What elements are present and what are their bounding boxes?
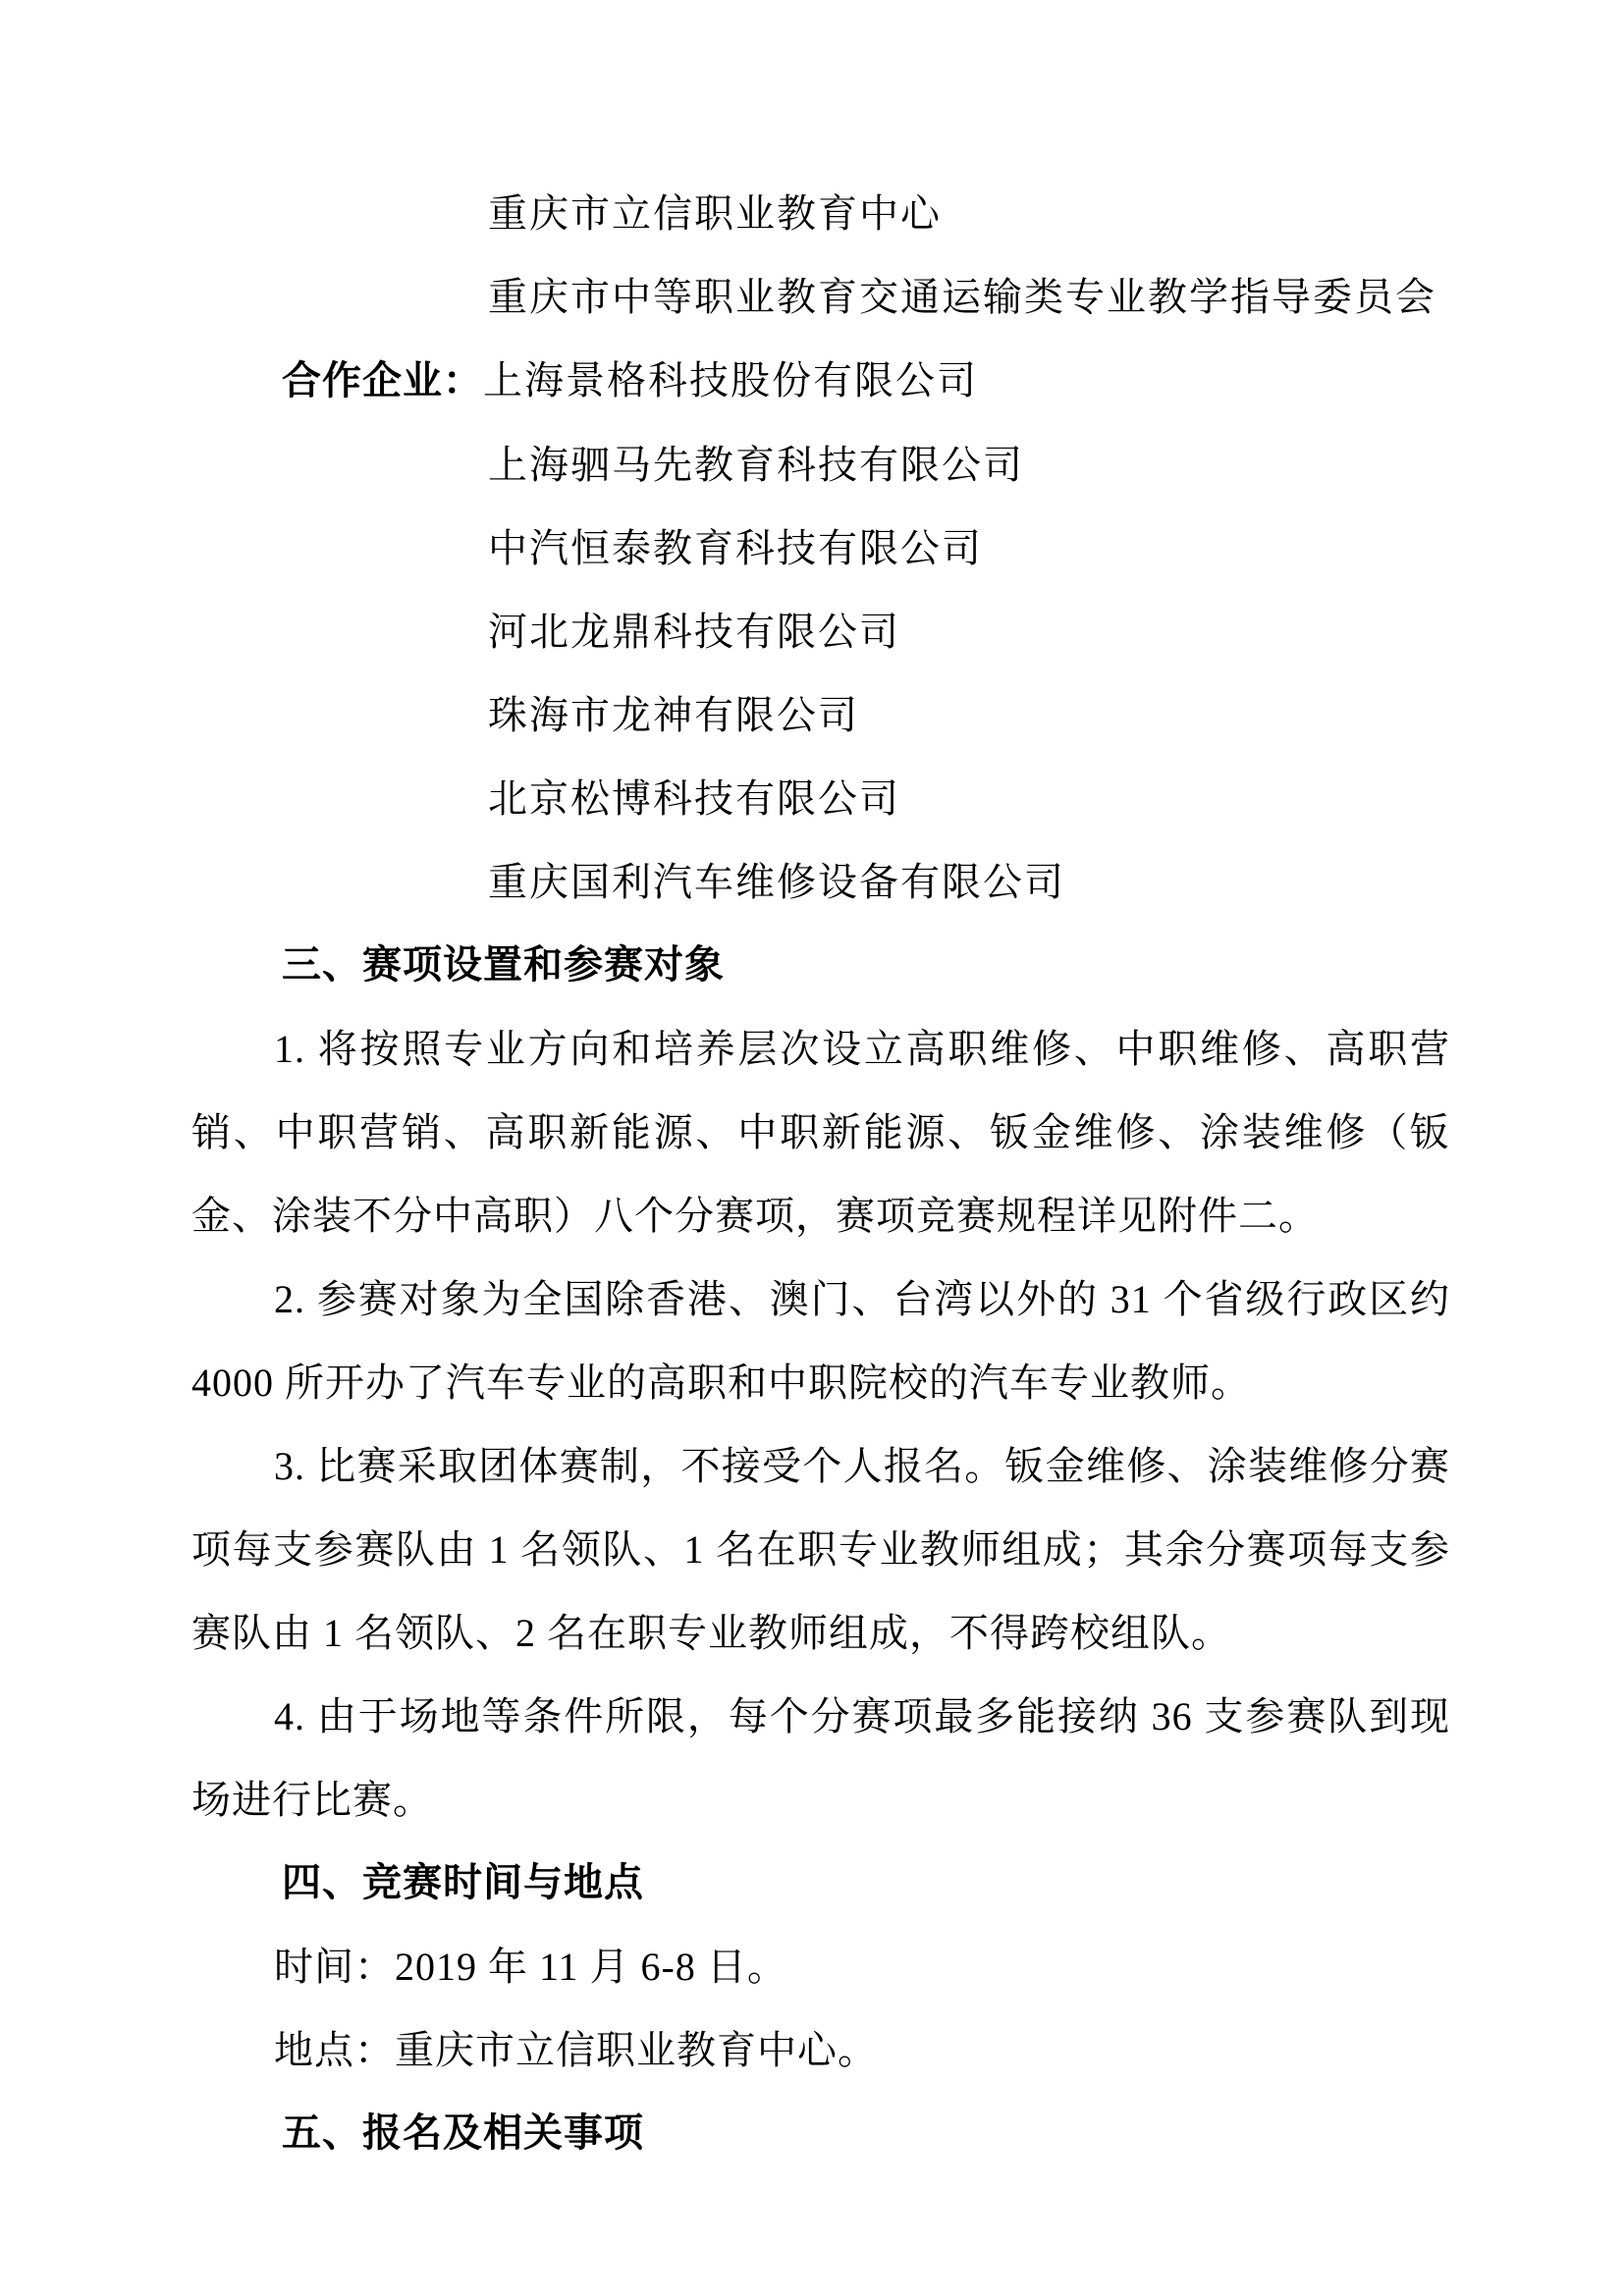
cooperating-enterprises-label: 合作企业：	[282, 359, 483, 402]
document-body	[191, 172, 1450, 2175]
section-five-heading: 五、报名及相关事项	[282, 2111, 644, 2155]
location-line: 地点：重庆市立信职业教育中心。	[274, 2028, 878, 2072]
time-line: 时间：2019 年 11 月 6-8 日。	[274, 1945, 787, 1989]
paragraph-3: 3. 比赛采取团体赛制，不接受个人报名。钣金维修、涂装维修分赛项每支参赛队由 1 名领队、1 名在职专业教师组成；其余分赛项每支参赛队由 1 名领队、2 名在职专业教师组成，不得跨校组队。	[191, 1444, 1450, 1655]
host-list-item: 重庆市立信职业教育中心	[488, 191, 942, 236]
paragraph-2: 2. 参赛对象为全国除香港、澳门、台湾以外的 31 个省级行政区约 4000 所开办了汽车专业的高职和中职院校的汽车专业教师。	[191, 1277, 1450, 1405]
paragraph-1: 1. 将按照专业方向和培养层次设立高职维修、中职维修、高职营销、中职营销、高职新能源、中职新能源、钣金维修、涂装维修（钣金、涂装不分中高职）八个分赛项，赛项竞赛规程详见附件二。	[191, 1027, 1450, 1238]
company-list-item: 珠海市龙神有限公司	[488, 693, 859, 737]
cooperating-enterprises-line	[191, 339, 1450, 423]
company-list-item: 中汽恒泰教育科技有限公司	[488, 526, 983, 570]
section-three-heading: 三、赛项设置和参赛对象	[282, 943, 725, 987]
company-list-item: 北京松博科技有限公司	[488, 776, 900, 821]
company-list-item: 重庆国利汽车维修设备有限公司	[488, 860, 1065, 904]
company-list-item: 上海驷马先教育科技有限公司	[488, 443, 1024, 487]
company-list-item: 上海景格科技股份有限公司	[483, 358, 978, 402]
host-list-item: 重庆市中等职业教育交通运输类专业教学指导委员会	[488, 275, 1436, 319]
section-four-heading: 四、竞赛时间与地点	[282, 1861, 644, 1904]
paragraph-4: 4. 由于场地等条件所限，每个分赛项最多能接纳 36 支参赛队到现场进行比赛。	[191, 1694, 1450, 1822]
company-list-item: 河北龙鼎科技有限公司	[488, 610, 900, 654]
